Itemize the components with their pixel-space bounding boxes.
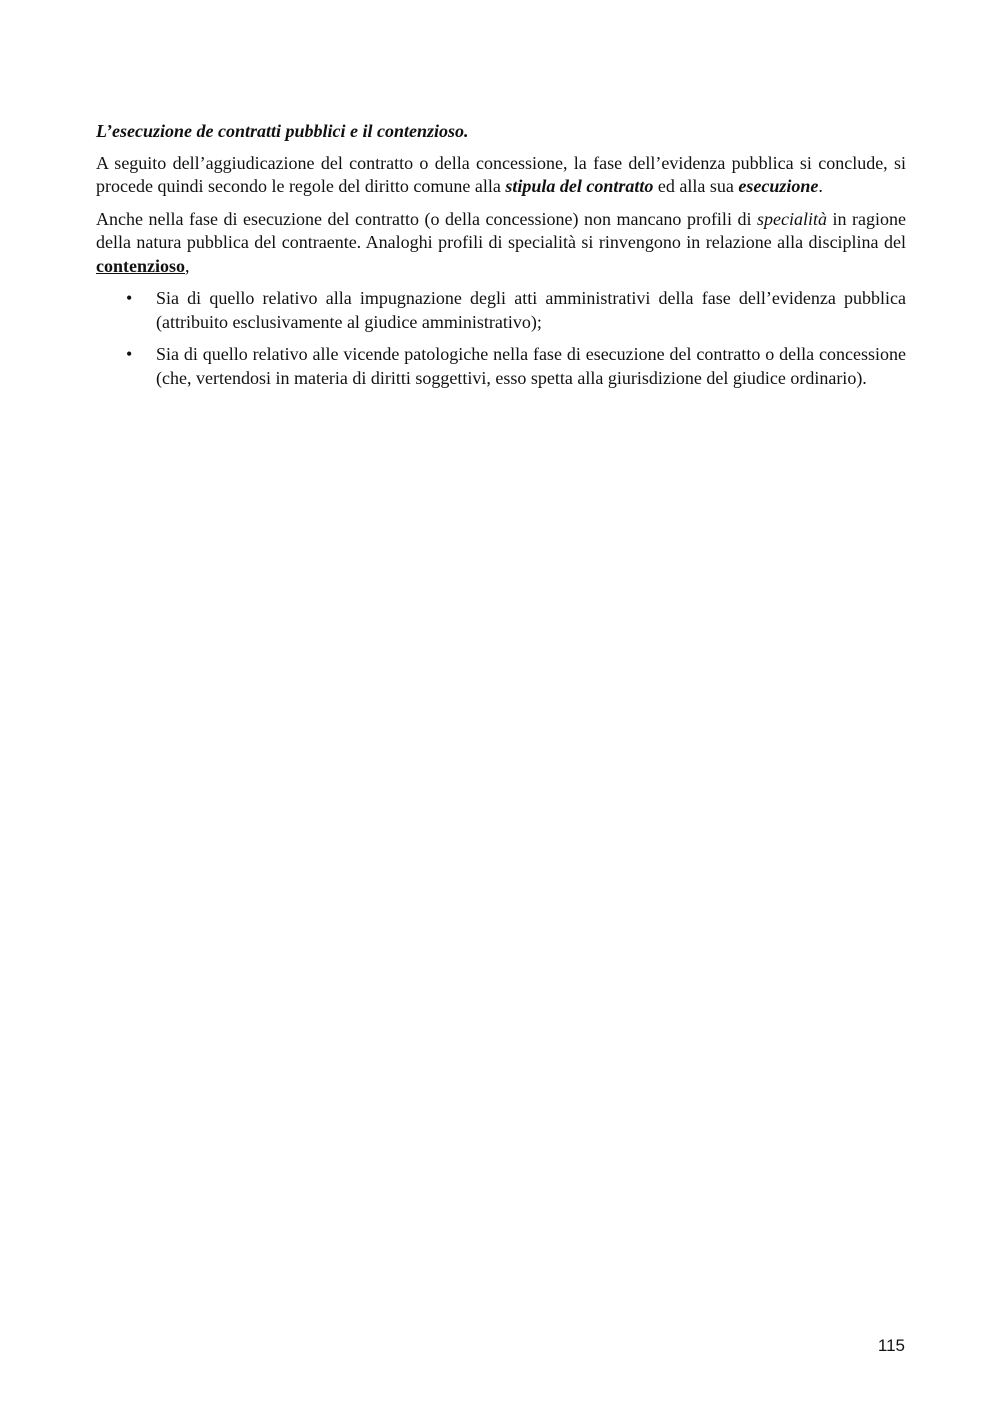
paragraph-1-emphasis-esecuzione: esecuzione	[738, 176, 819, 196]
paragraph-1-emphasis-stipula: stipula del contratto	[505, 176, 654, 196]
paragraph-2-text-c: ,	[185, 255, 190, 276]
paragraph-1-text-b: ed alla sua	[653, 176, 739, 196]
bullet-icon: •	[126, 344, 133, 364]
paragraph-2	[96, 208, 906, 279]
list-item-text: Sia di quello relativo alle vicende patologiche nella fase di esecuzione del contratto o della concessione (che, vertendosi in materia di diritti soggettivi, esso spetta alla giurisdizione del giudice ordinario).	[156, 344, 906, 388]
list-item	[96, 287, 906, 334]
paragraph-2-emphasis-specialita: specialità	[756, 208, 827, 229]
paragraph-1-text-c: .	[818, 176, 823, 196]
paragraph-2-text-a: Anche nella fase di esecuzione del contratto (o della concessione) non mancano profili di	[96, 208, 757, 229]
bullet-icon: •	[126, 288, 133, 308]
list-item	[96, 343, 906, 390]
page-number: 115	[877, 1336, 905, 1355]
section-heading: L’esecuzione de contratti pubblici e il contenzioso.	[96, 121, 469, 141]
paragraph-1-text-a: A seguito dell’aggiudicazione del contratto o della concessione, la fase dell’evidenza pubblica si conclude, si procede quindi secondo le regole del diritto comune alla	[96, 152, 906, 196]
paragraph-1	[96, 152, 906, 199]
bullet-list	[96, 287, 906, 390]
page-content	[96, 120, 906, 399]
paragraph-2-text-b: in ragione della natura pubblica del contraente. Analoghi profili di specialità si rinvengono in relazione alla disciplina del	[96, 208, 906, 252]
paragraph-2-emphasis-contenzioso: contenzioso	[96, 255, 185, 276]
list-item-text: Sia di quello relativo alla impugnazione degli atti amministrativi della fase dell’evidenza pubblica (attribuito esclusivamente al giudice amministrativo);	[156, 288, 906, 332]
